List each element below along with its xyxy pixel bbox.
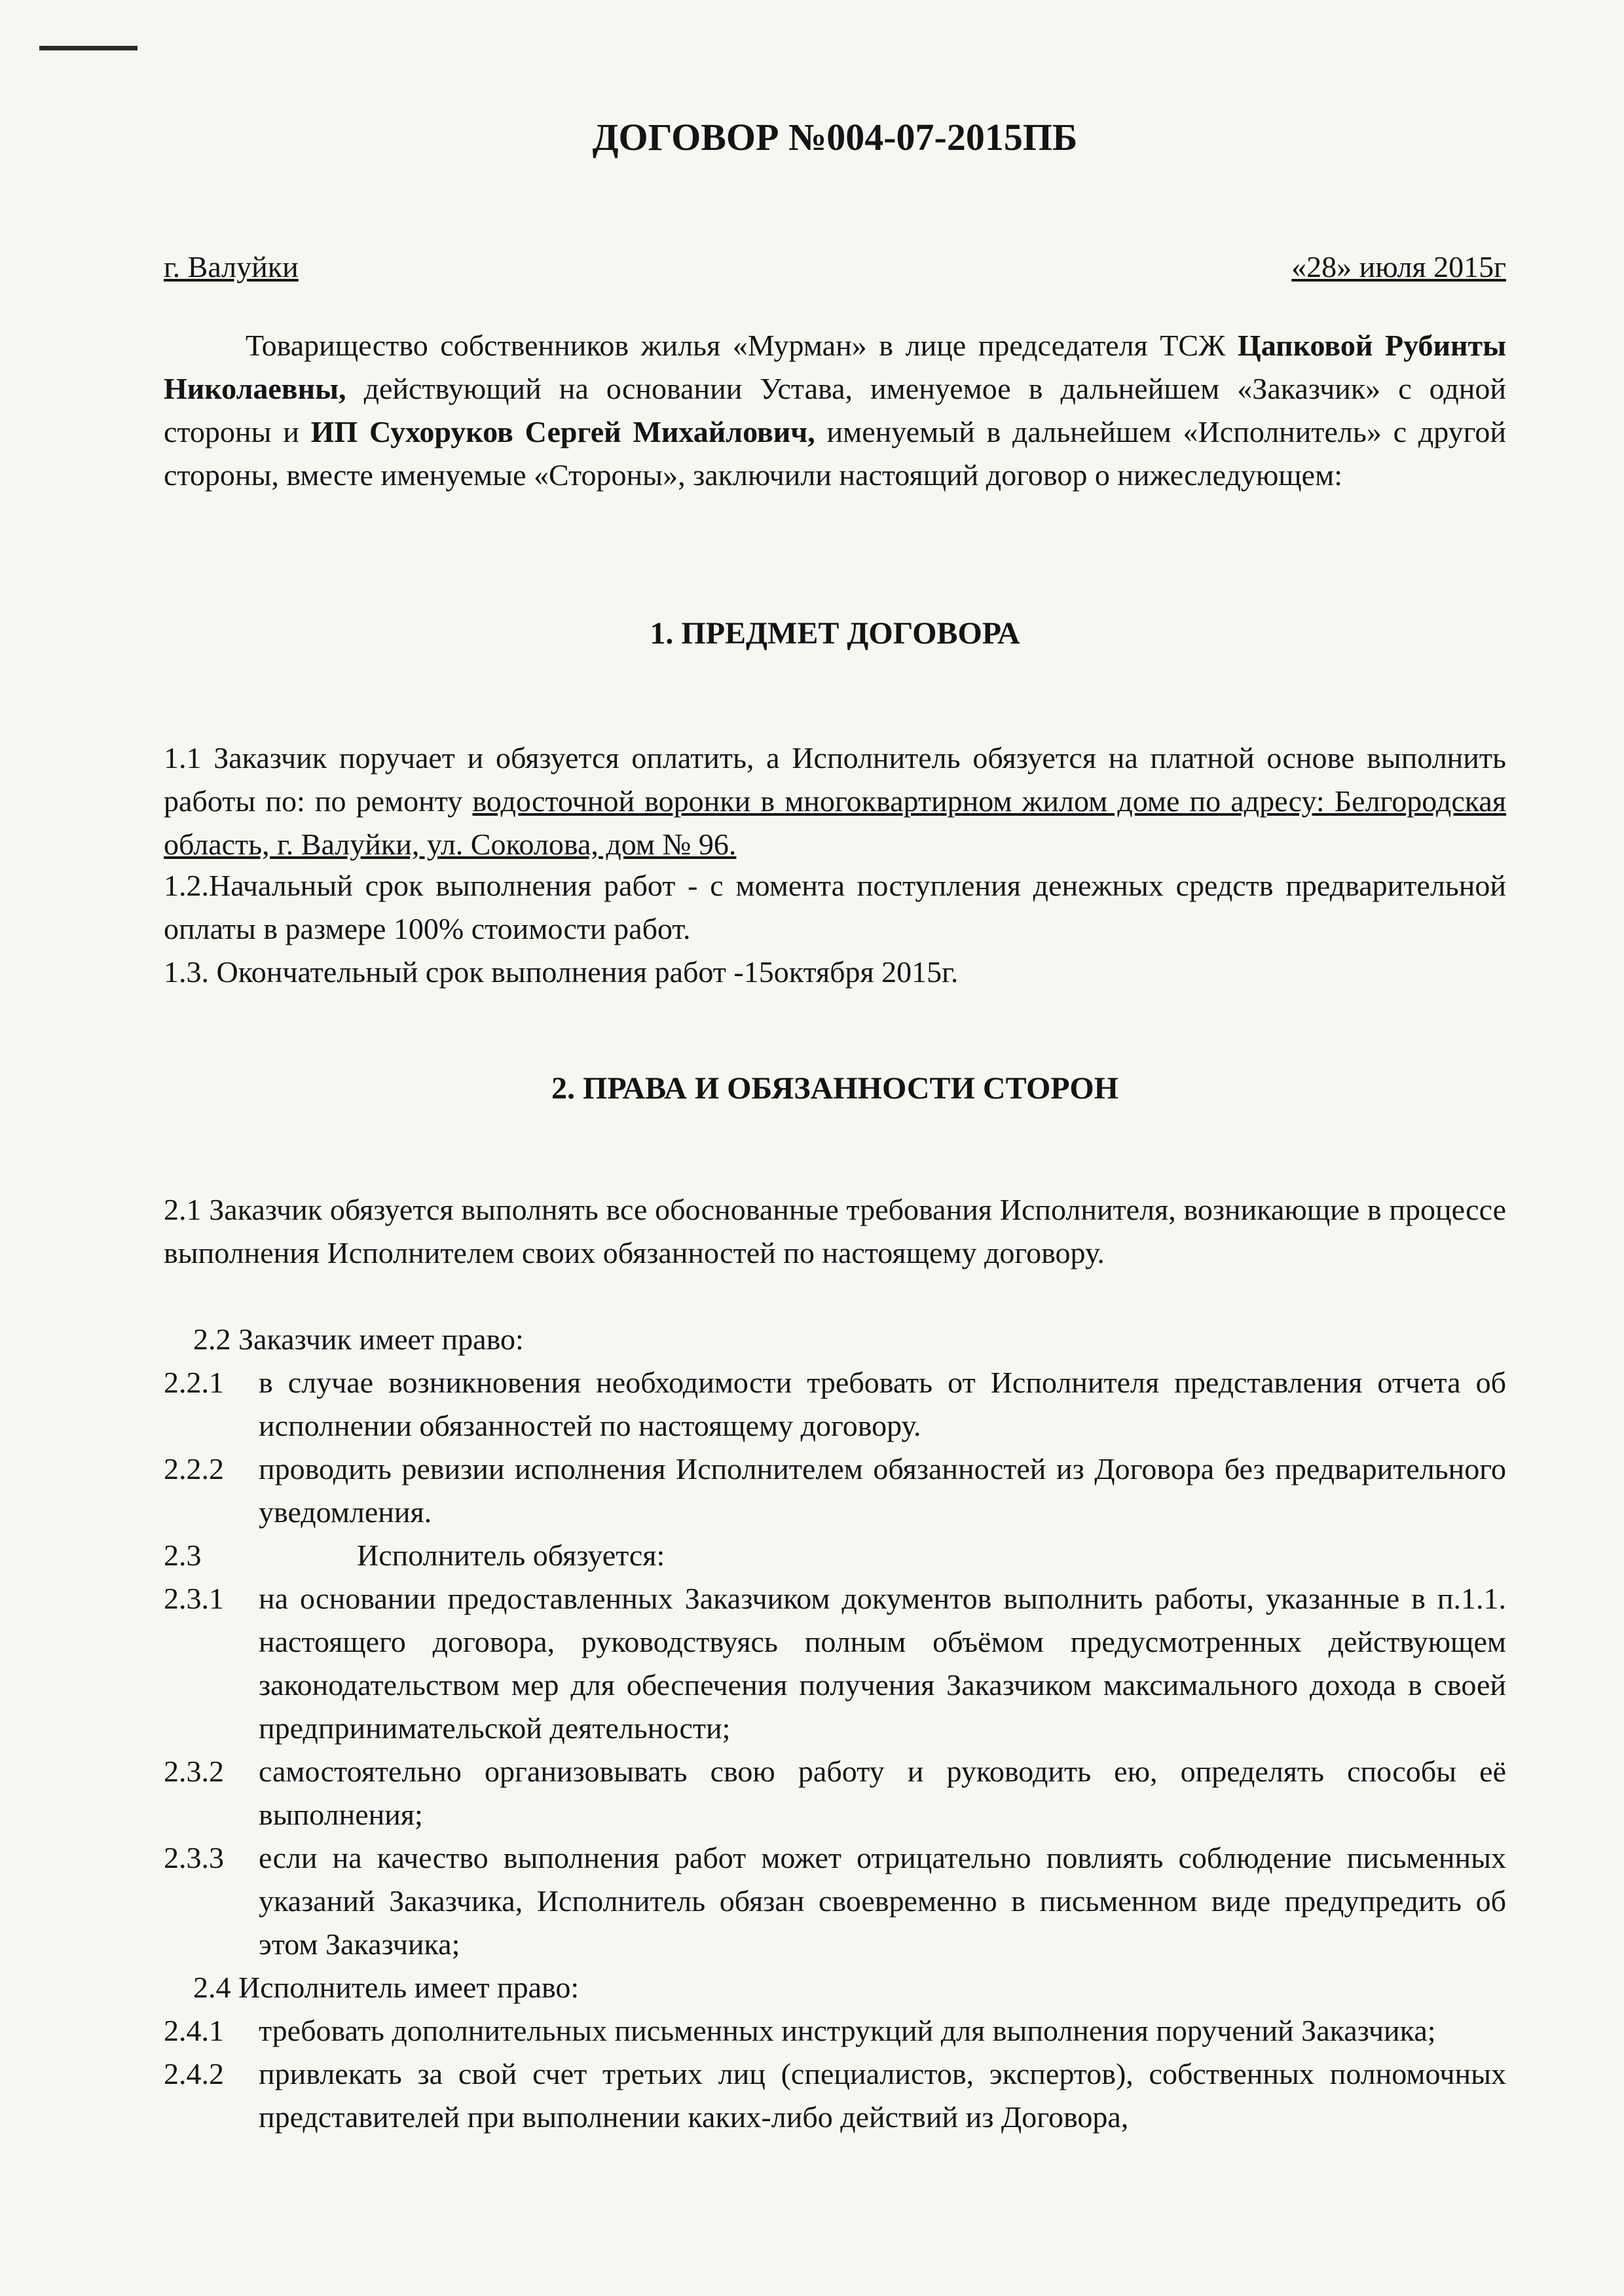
preamble-text-3: именуемый в дальнейшем «Исполнитель» с другой стороны, вместе именуемые «Стороны», заключили настоящий договор о нижеследующем:: [164, 415, 1506, 492]
clause-text: привлекать за свой счет третьих лиц (специалистов, экспертов), собственных полномочных представителей при выполнении каких-либо действий из Договора,: [259, 2057, 1506, 2134]
clause-number: 2.4.2: [164, 2057, 224, 2090]
clause-1-2: 1.2.Начальный срок выполнения работ - с момента поступления денежных средств предварительной оплаты в размере 100% стоимости работ.: [164, 869, 1506, 945]
clause-text: самостоятельно организовывать свою работу и руководить ею, определять способы её выполнения;: [259, 1755, 1506, 1831]
city: г. Валуйки: [164, 250, 299, 283]
clause-number: 2.4.1: [164, 2014, 224, 2047]
clause-2-2-1: [164, 1361, 1506, 1448]
scan-mark: [39, 46, 138, 50]
clause-2-3: [164, 1534, 1506, 1577]
clause-number: 2.3.1: [164, 1582, 224, 1615]
clause-number: 2.3: [164, 1539, 202, 1572]
clause-2-4-2: [164, 2052, 1506, 2139]
clause-2-4-text: 2.4 Исполнитель имеет право:: [193, 1971, 580, 2004]
clause-1-3: 1.3. Окончательный срок выполнения работ -15октября 2015г.: [164, 955, 959, 989]
document-title: ДОГОВОР №004-07-2015ПБ: [592, 116, 1078, 158]
clause-2-3-1: [164, 1577, 1506, 1750]
clause-2-3-3: [164, 1836, 1506, 1966]
preamble-text-2: действующий на основании Устава, именуемое в дальнейшем «Заказчик» с одной стороны и: [164, 372, 1506, 448]
chair-name: Цапковой Рубинты Николаевны,: [164, 329, 1506, 405]
clause-number: 2.2.1: [164, 1366, 224, 1399]
clause-text: Исполнитель обязуется:: [357, 1539, 665, 1572]
clause-text: на основании предоставленных Заказчиком документов выполнить работы, указанные в п.1.1. настоящего договора, руководствуясь полным объёмом предусмотренных действующем законодательством мер для обеспечения получения Заказчиком максимального дохода в своей предпринимательской деятельности;: [259, 1582, 1506, 1745]
clause-1-1-subject: водосточной воронки в многоквартирном жилом доме по адресу: Белгородская область, г. Валуйки, ул. Соколова, дом № 96.: [164, 784, 1506, 861]
clause-2-4: [164, 1966, 1506, 2009]
clause-text: если на качество выполнения работ может отрицательно повлиять соблюдение письменных указаний Заказчика, Исполнитель обязан своевременно в письменном виде предупредить об этом Заказчика;: [259, 1841, 1506, 1961]
section-1-heading: 1. ПРЕДМЕТ ДОГОВОРА: [650, 616, 1020, 651]
clause-2-2: [164, 1318, 1506, 1361]
clause-text: в случае возникновения необходимости требовать от Исполнителя представления отчета об исполнении обязанностей по настоящему договору.: [259, 1366, 1506, 1442]
clause-2-4-1: [164, 2009, 1506, 2052]
clause-2-2-2: [164, 1448, 1506, 1534]
clause-2-1: 2.1 Заказчик обязуется выполнять все обоснованные требования Исполнителя, возникающие в процессе выполнения Исполнителем своих обязанностей по настоящему договору.: [164, 1193, 1506, 1269]
clause-number: 2.3.2: [164, 1755, 224, 1788]
section-2-heading: 2. ПРАВА И ОБЯЗАННОСТИ СТОРОН: [551, 1071, 1118, 1106]
clause-2-list: [164, 1318, 1506, 2139]
preamble: [164, 324, 1506, 497]
clause-2-3-2: [164, 1750, 1506, 1836]
clause-1-1: [164, 737, 1506, 866]
clause-text: требовать дополнительных письменных инструкций для выполнения поручений Заказчика;: [259, 2014, 1436, 2047]
place-date-line: [164, 246, 1506, 289]
preamble-text-1: Товарищество собственников жилья «Мурман» в лице председателя ТСЖ: [246, 329, 1226, 362]
contract-date: «28» июля 2015г: [1291, 250, 1506, 283]
clause-1-1-lead: 1.1 Заказчик поручает и обязуется оплатить, а Исполнитель обязуется на платной основе выполнить работы по: по ремонту: [164, 741, 1506, 818]
clause-2-2-text: 2.2 Заказчик имеет право:: [193, 1322, 524, 1356]
clause-number: 2.2.2: [164, 1452, 224, 1485]
clause-text: проводить ревизии исполнения Исполнителем обязанностей из Договора без предварительного уведомления.: [259, 1452, 1506, 1529]
contractor-name: ИП Сухоруков Сергей Михайлович,: [310, 415, 815, 448]
clause-number: 2.3.3: [164, 1841, 224, 1874]
